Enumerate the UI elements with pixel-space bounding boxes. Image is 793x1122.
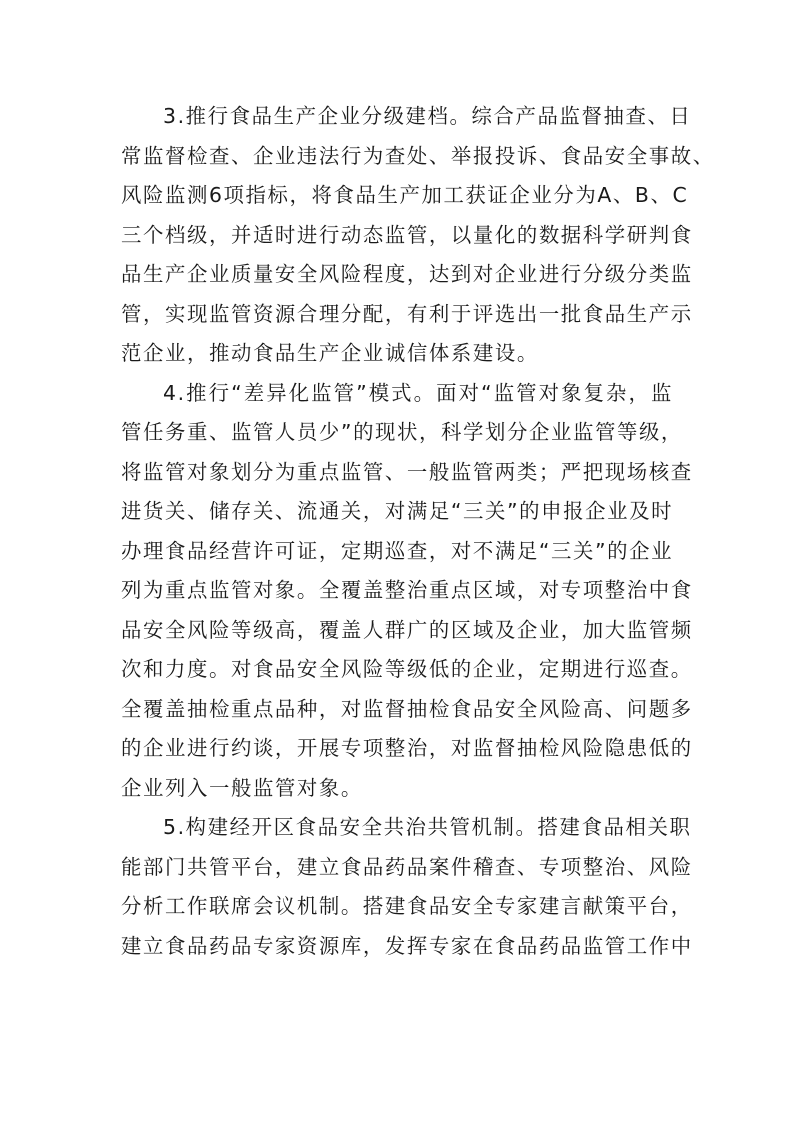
paragraph-line: 品安全风险等级高，覆盖人群广的区域及企业，加大监管频 <box>121 617 693 642</box>
paragraph-line: 建立食品药品专家资源库，发挥专家在食品药品监管工作中 <box>121 933 693 958</box>
paragraph-4 <box>121 374 693 809</box>
paragraph-line: 企业列入一般监管对象。 <box>121 775 363 800</box>
paragraph-line: 办理食品经营许可证，定期巡查，对不满足“三关”的企业 <box>121 538 674 563</box>
paragraph-3 <box>121 97 715 374</box>
paragraph-line: 4.推行“差异化监管”模式。面对“监管对象复杂，监 <box>163 380 673 405</box>
paragraph-line: 管任务重、监管人员少”的现状，科学划分企业监管等级， <box>121 420 683 444</box>
paragraph-line: 品生产企业质量安全风险程度，达到对企业进行分级分类监 <box>121 262 693 286</box>
paragraph-line: 分析工作联席会议机制。搭建食品安全专家建言献策平台， <box>121 894 693 918</box>
paragraph-line: 能部门共管平台，建立食品药品案件稽查、专项整治、风险 <box>121 854 693 879</box>
paragraph-line: 列为重点监管对象。全覆盖整治重点区域，对专项整治中食 <box>121 578 693 602</box>
paragraph-line: 风险监测6项指标，将食品生产加工获证企业分为A、B、C <box>121 183 689 207</box>
document-body <box>121 97 715 966</box>
paragraph-line: 管，实现监管资源合理分配，有利于评选出一批食品生产示 <box>121 301 693 326</box>
paragraph-line: 范企业，推动食品生产企业诚信体系建设。 <box>121 341 539 365</box>
paragraph-line: 3.推行食品生产企业分级建档。综合产品监督抽查、日 <box>163 104 692 128</box>
paragraph-line: 5.构建经开区食品安全共治共管机制。搭建食品相关职 <box>163 815 692 839</box>
paragraph-line: 次和力度。对食品安全风险等级低的企业，定期进行巡查。 <box>121 657 693 681</box>
paragraph-line: 三个档级，并适时进行动态监管，以量化的数据科学研判食 <box>121 222 693 247</box>
paragraph-line: 将监管对象划分为重点监管、一般监管两类；严把现场核查 <box>121 459 693 484</box>
paragraph-line: 进货关、储存关、流通关，对满足“三关”的申报企业及时 <box>121 499 674 523</box>
paragraph-5 <box>121 808 693 966</box>
paragraph-line: 常监督检查、企业违法行为查处、举报投诉、食品安全事故、 <box>121 143 715 168</box>
paragraph-line: 全覆盖抽检重点品种，对监督抽检食品安全风险高、问题多 <box>121 696 693 721</box>
paragraph-line: 的企业进行约谈，开展专项整治，对监督抽检风险隐患低的 <box>121 736 693 760</box>
